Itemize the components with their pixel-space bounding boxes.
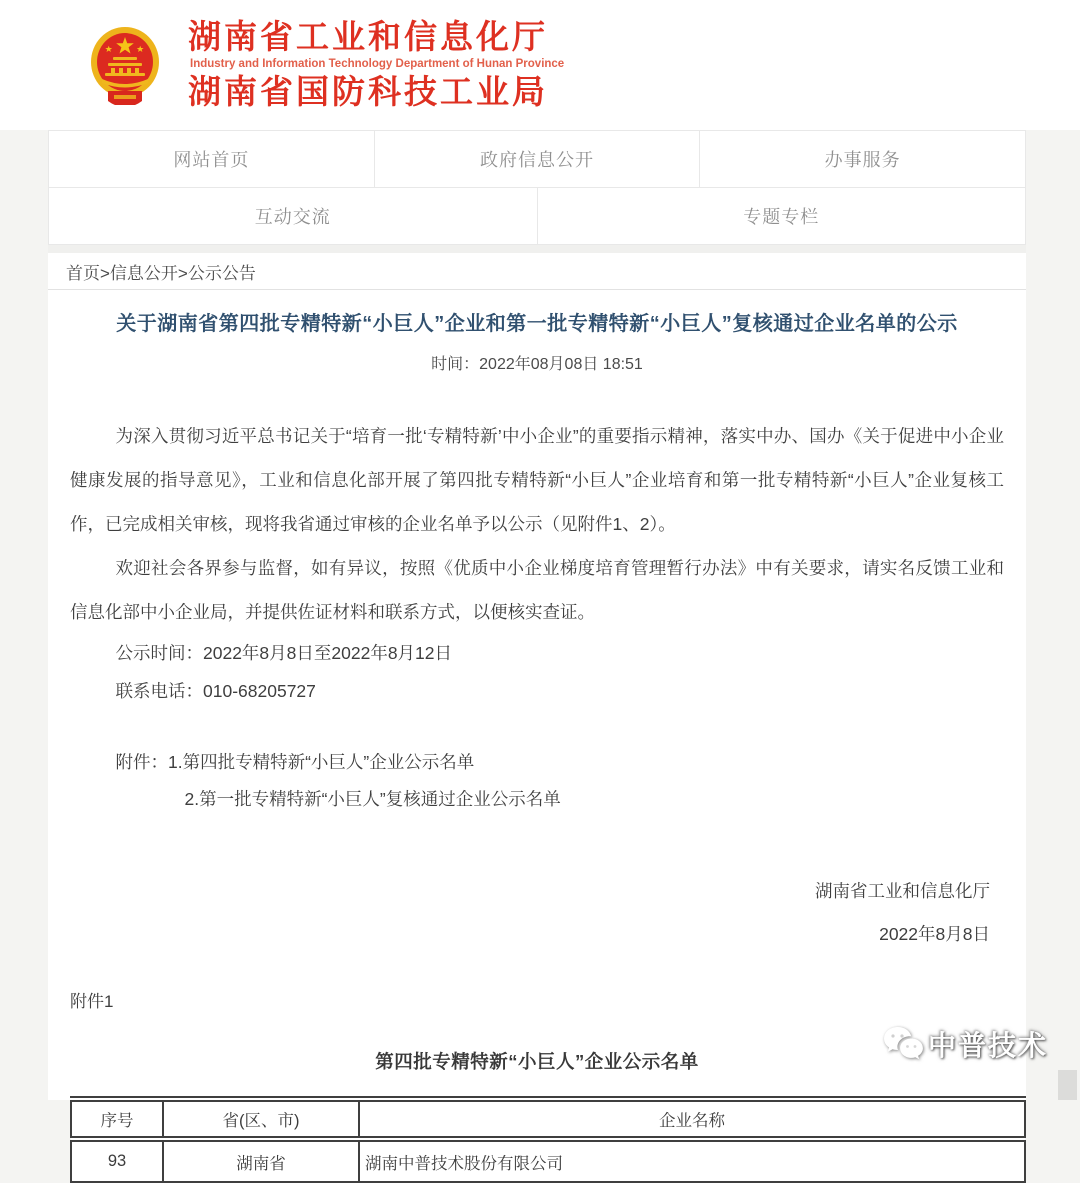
roster-table-title: 第四批专精特新“小巨人”企业公示名单 — [375, 1051, 699, 1072]
org-name-cn-1: 湖南省工业和信息化厅 — [188, 18, 548, 56]
breadcrumb[interactable]: 首页>信息公开>公示公告 — [48, 253, 1026, 290]
table-header-row — [71, 1099, 1025, 1139]
sign-date: 2022年8月8日 — [879, 924, 990, 944]
paragraph-2: 欢迎社会各界参与监督，如有异议，按照《优质中小企业梯度培育管理暂行办法》中有关要求，请实名反馈工业和信息化部中小企业局，并提供佐证材料和联系方式，以便核实查证。 — [70, 558, 1004, 622]
nav-item-gov-info[interactable]: 政府信息公开 — [375, 131, 701, 187]
org-name-en: Industry and Information Technology Department of Hunan Province — [190, 58, 565, 71]
col-header-company: 企业名称 — [359, 1099, 1025, 1139]
public-period-line: 公示时间：2022年8月8日至2022年8月12日 — [115, 643, 453, 663]
attachments-list — [70, 744, 1004, 818]
col-header-serial: 序号 — [71, 1099, 163, 1139]
org-titles — [188, 19, 564, 111]
nav-row-2 — [49, 188, 1025, 245]
enterprise-roster-table — [70, 1096, 1026, 1183]
attachment1-label: 附件1 — [70, 992, 114, 1011]
cell-company: 湖南中普技术股份有限公司 — [359, 1139, 1025, 1182]
attachment-link-2[interactable]: 2.第一批专精特新“小巨人”复核通过企业公示名单 — [184, 789, 561, 809]
nav-item-home[interactable]: 网站首页 — [49, 131, 375, 187]
publish-time: 时间：2022年08月08日 18:51 — [431, 356, 643, 373]
nav-item-special-columns[interactable]: 专题专栏 — [538, 188, 1026, 244]
main-content-column — [48, 130, 1026, 1173]
nav-breadcrumb-divider — [48, 245, 1026, 253]
col-header-province: 省(区、市) — [163, 1099, 359, 1139]
table-row — [71, 1139, 1025, 1182]
cell-serial: 93 — [71, 1139, 163, 1182]
nav-row-1 — [49, 131, 1025, 188]
site-header — [0, 0, 1080, 130]
signer-name: 湖南省工业和信息化厅 — [815, 881, 990, 901]
watermark-text: 中普技术 — [928, 1030, 1049, 1061]
contact-phone-line: 联系电话：010-68205727 — [115, 681, 316, 701]
paragraph-1: 为深入贯彻习近平总书记关于“培育一批‘专精特新’中小企业”的重要指示精神，落实中办、国办《关于促进中小企业健康发展的指导意见》，工业和信息化部开展了第四批专精特新“小巨人”企业培育和第一批专精特新“小巨人”企业复核工作，已完成相关审核，现将我省通过审核的企业名单予以公示（见附件1、2）。 — [70, 426, 1004, 534]
cell-province: 湖南省 — [163, 1139, 359, 1182]
nav-item-services[interactable]: 办事服务 — [700, 131, 1025, 187]
china-national-emblem-icon — [88, 25, 162, 105]
primary-nav — [48, 130, 1026, 245]
signature-block — [70, 870, 1004, 956]
scrollbar-fragment[interactable] — [1058, 1070, 1077, 1100]
org-name-cn-2: 湖南省国防科技工业局 — [188, 72, 548, 110]
page-title: 关于湖南省第四批专精特新“小巨人”企业和第一批专精特新“小巨人”复核通过企业名单的公示 — [116, 313, 958, 335]
nav-item-interaction[interactable]: 互动交流 — [49, 188, 538, 244]
announcement-article — [48, 307, 1026, 1183]
attachment-link-1[interactable]: 附件：1.第四批专精特新“小巨人”企业公示名单 — [115, 752, 475, 772]
